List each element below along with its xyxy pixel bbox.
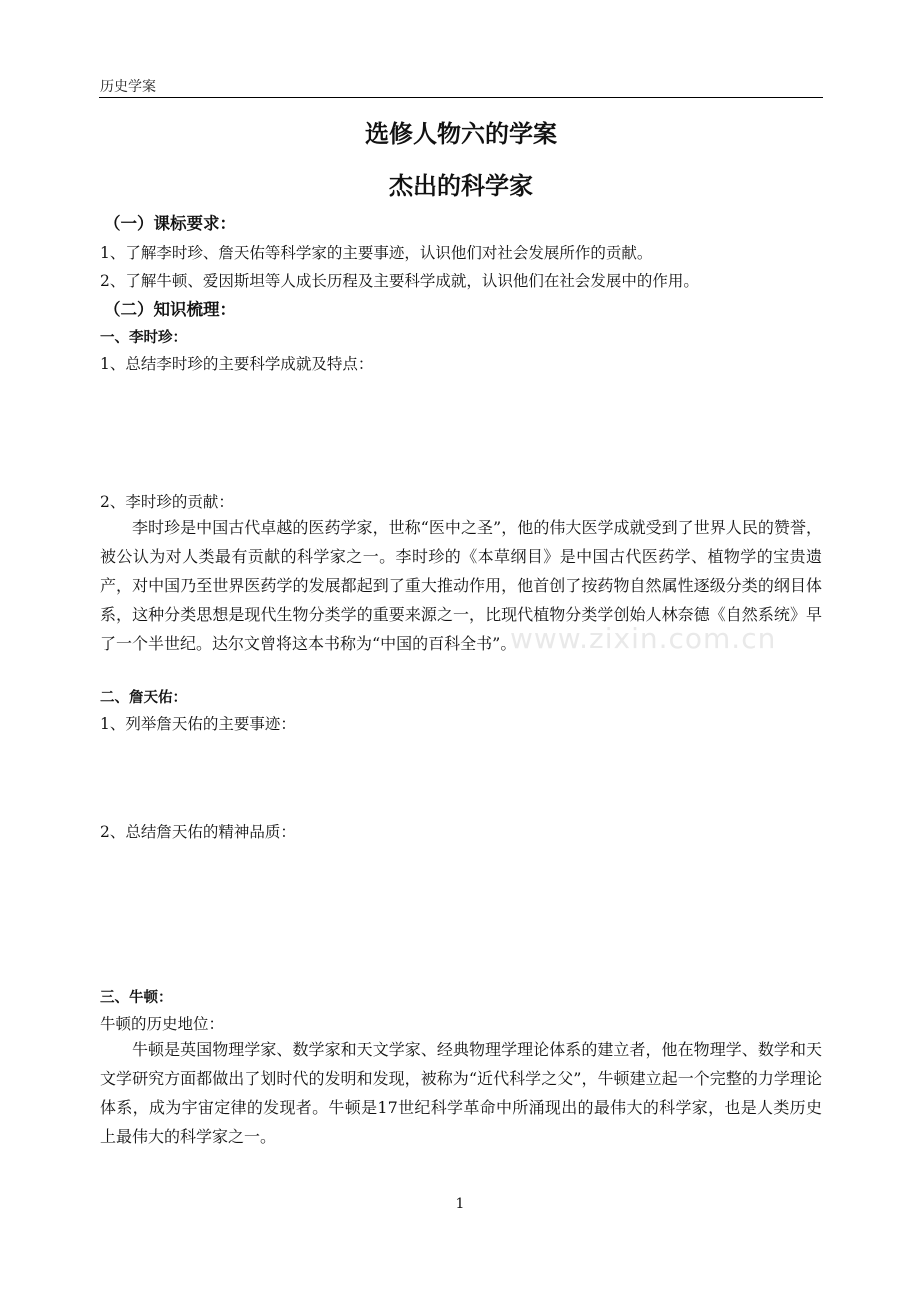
question-li-achievements: 1、总结李时珍的主要科学成就及特点： <box>100 355 374 373</box>
document-title: 选修人物六的学案 <box>365 120 557 148</box>
watermark: www.zixin.com.cn <box>510 622 777 655</box>
section-heading-knowledge: （二）知识梳理： <box>104 300 236 319</box>
heading-zhan-tianyou: 二、詹天佑： <box>100 690 187 706</box>
paragraph-newton-status: 牛顿是英国物理学家、数学家和天文学家、经典物理学理论体系的建立者，他在物理学、数学和天文学研究方面都做出了划时代的发明和发现，被称为“近代科学之父”，牛顿建立起一个完整的力学理论体系，成为宇宙定律的发现者。牛顿是17世纪科学革命中所涌现出的最伟大的科学家，也是人类历史上最伟大的科学家之一。 <box>100 1040 822 1146</box>
running-header: 历史学案 <box>100 79 156 95</box>
requirement-item-2: 2、了解牛顿、爱因斯坦等人成长历程及主要科学成就，认识他们在社会发展中的作用。 <box>100 272 699 290</box>
paragraph-li-contribution: 李时珍是中国古代卓越的医药学家，世称“医中之圣”，他的伟大医学成就受到了世界人民的赞誉，被公认为对人类最有贡献的科学家之一。李时珍的《本草纲目》是中国古代医药学、植物学的宝贵遗产，对中国乃至世界医药学的发展都起到了重大推动作用，他首创了按药物自然属性逐级分类的纲目体系，这种分类思想是现代生物分类学的重要来源之一，比现代植物分类学创始人林奈德《自然系统》早了一个半世纪。达尔文曾将这本书称为“中国的百科全书”。 <box>100 518 822 653</box>
label-newton-status: 牛顿的历史地位： <box>100 1015 225 1033</box>
document-subtitle: 杰出的科学家 <box>389 172 533 200</box>
question-li-contribution: 2、李时珍的贡献： <box>100 493 234 511</box>
header-rule <box>99 97 823 98</box>
page-number: 1 <box>455 1196 465 1212</box>
section-heading-requirements: （一）课标要求： <box>104 214 236 233</box>
requirement-item-1: 1、了解李时珍、詹天佑等科学家的主要事迹，认识他们对社会发展所作的贡献。 <box>100 244 653 262</box>
question-zhan-spirit: 2、总结詹天佑的精神品质： <box>100 823 296 841</box>
heading-newton: 三、牛顿： <box>100 990 173 1006</box>
question-zhan-deeds: 1、列举詹天佑的主要事迹： <box>100 715 296 733</box>
heading-li-shizhen: 一、李时珍： <box>100 330 187 346</box>
